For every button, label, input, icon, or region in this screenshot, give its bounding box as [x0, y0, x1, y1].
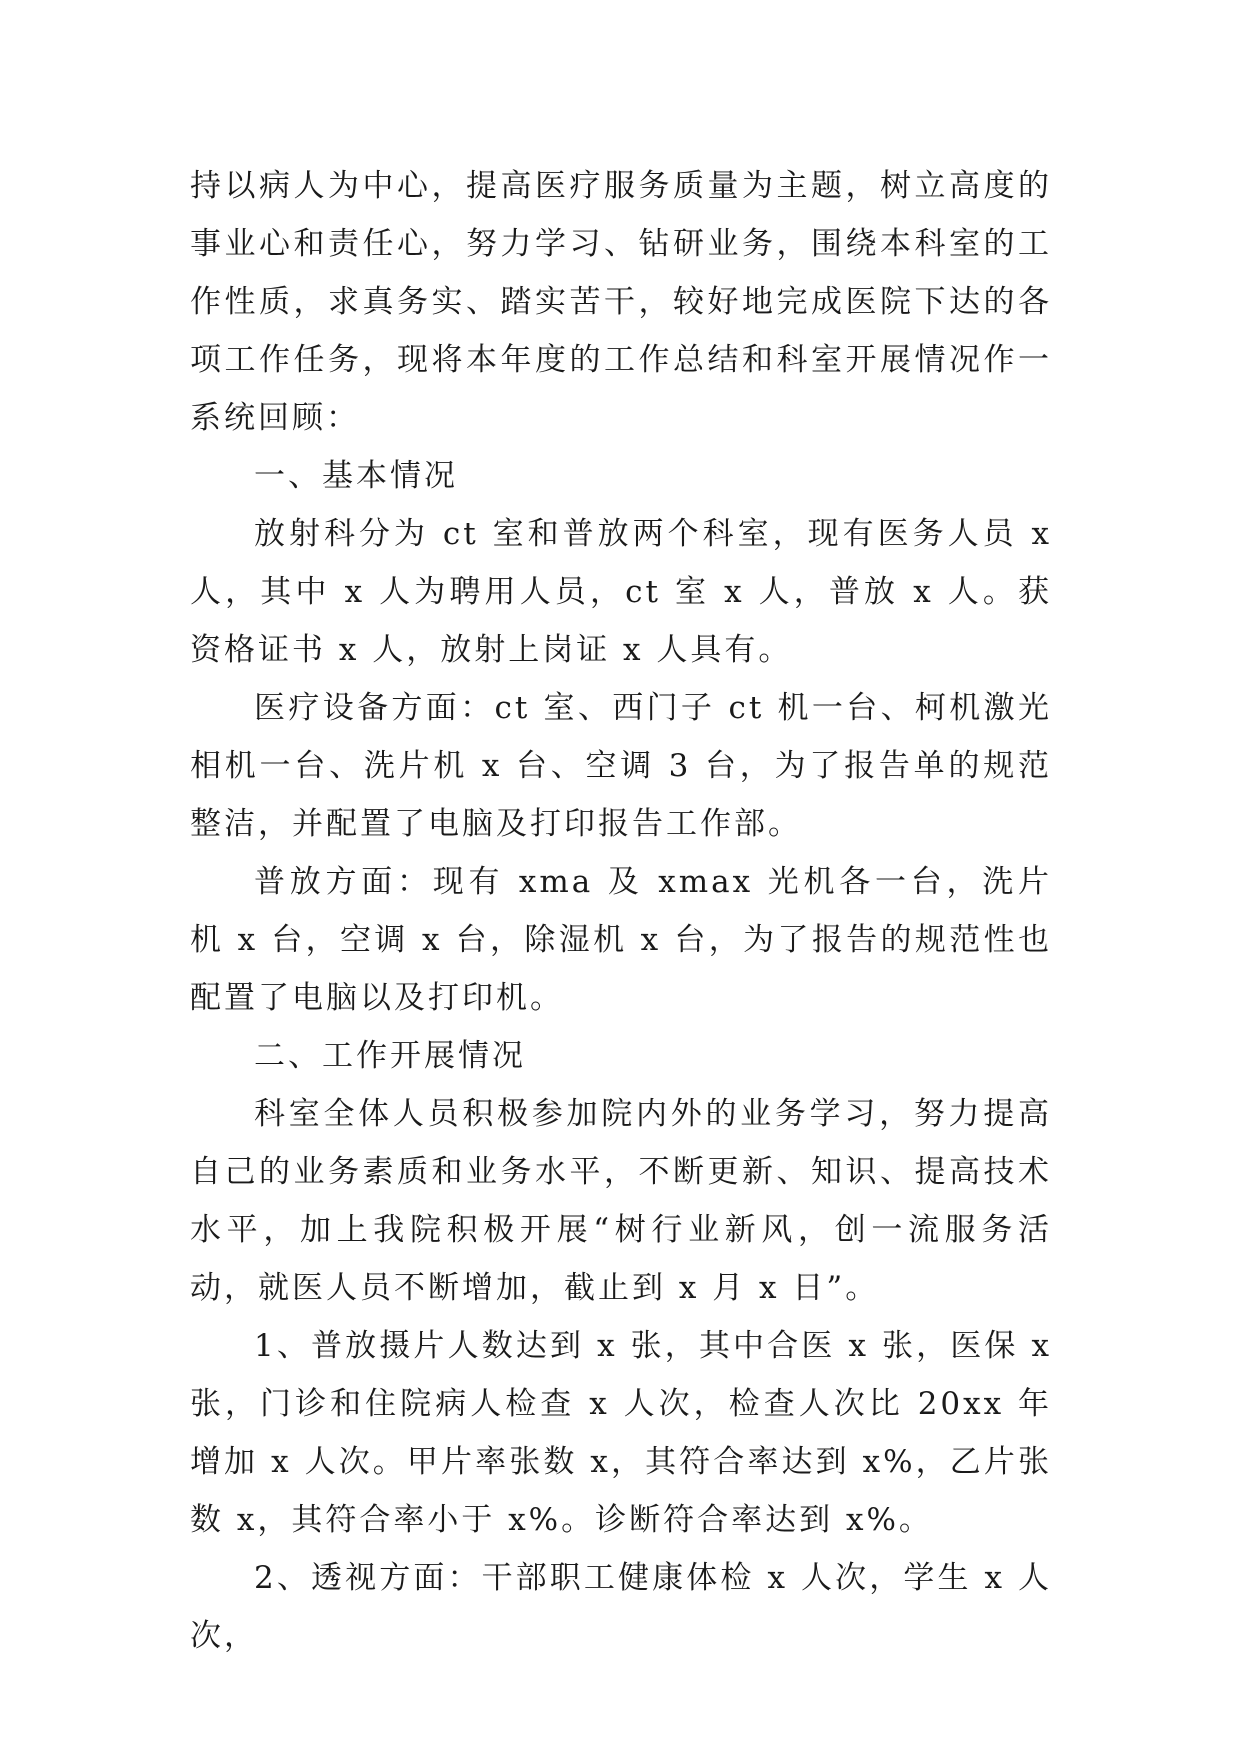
section-heading-work-progress: 二、工作开展情况 — [254, 1038, 526, 1074]
section-heading-basic-situation: 一、基本情况 — [254, 458, 458, 494]
paragraph-general-radiography: 普放方面：现有 xma 及 xmax 光机各一台，洗片机 x 台，空调 x 台，除湿机 x 台，为了报告的规范性也配置了电脑以及打印机。 — [190, 864, 1052, 1016]
paragraph-intro-continuation: 持以病人为中心，提高医疗服务质量为主题，树立高度的事业心和责任心，努力学习、钻研业务，围绕本科室的工作性质，求真务实、踏实苦干，较好地完成医院下达的各项工作任务，现将本年度的工作总结和科室开展情况作一系统回顾： — [190, 168, 1052, 436]
paragraph-staffing: 放射科分为 ct 室和普放两个科室，现有医务人员 x 人，其中 x 人为聘用人员，ct 室 x 人，普放 x 人。获资格证书 x 人，放射上岗证 x 人具有。 — [190, 516, 1052, 668]
paragraph-ct-equipment: 医疗设备方面：ct 室、西门子 ct 机一台、柯机激光相机一台、洗片机 x 台、空调 3 台，为了报告单的规范整洁，并配置了电脑及打印报告工作部。 — [190, 690, 1052, 842]
paragraph-fluoroscopy: 2、透视方面：干部职工健康体检 x 人次，学生 x 人次， — [190, 1560, 1052, 1654]
document-body — [190, 157, 1052, 1665]
paragraph-staff-training: 科室全体人员积极参加院内外的业务学习，努力提高自己的业务素质和业务水平，不断更新、知识、提高技术水平，加上我院积极开展“树行业新风，创一流服务活动，就医人员不断增加，截止到 x 月 x 日”。 — [190, 1096, 1052, 1306]
paragraph-radiography-stats: 1、普放摄片人数达到 x 张，其中合医 x 张，医保 x 张，门诊和住院病人检查 x 人次，检查人次比 20xx 年增加 x 人次。甲片率张数 x，其符合率达到 x%，乙片张数 x，其符合率小于 x%。诊断符合率达到 x%。 — [190, 1328, 1052, 1538]
